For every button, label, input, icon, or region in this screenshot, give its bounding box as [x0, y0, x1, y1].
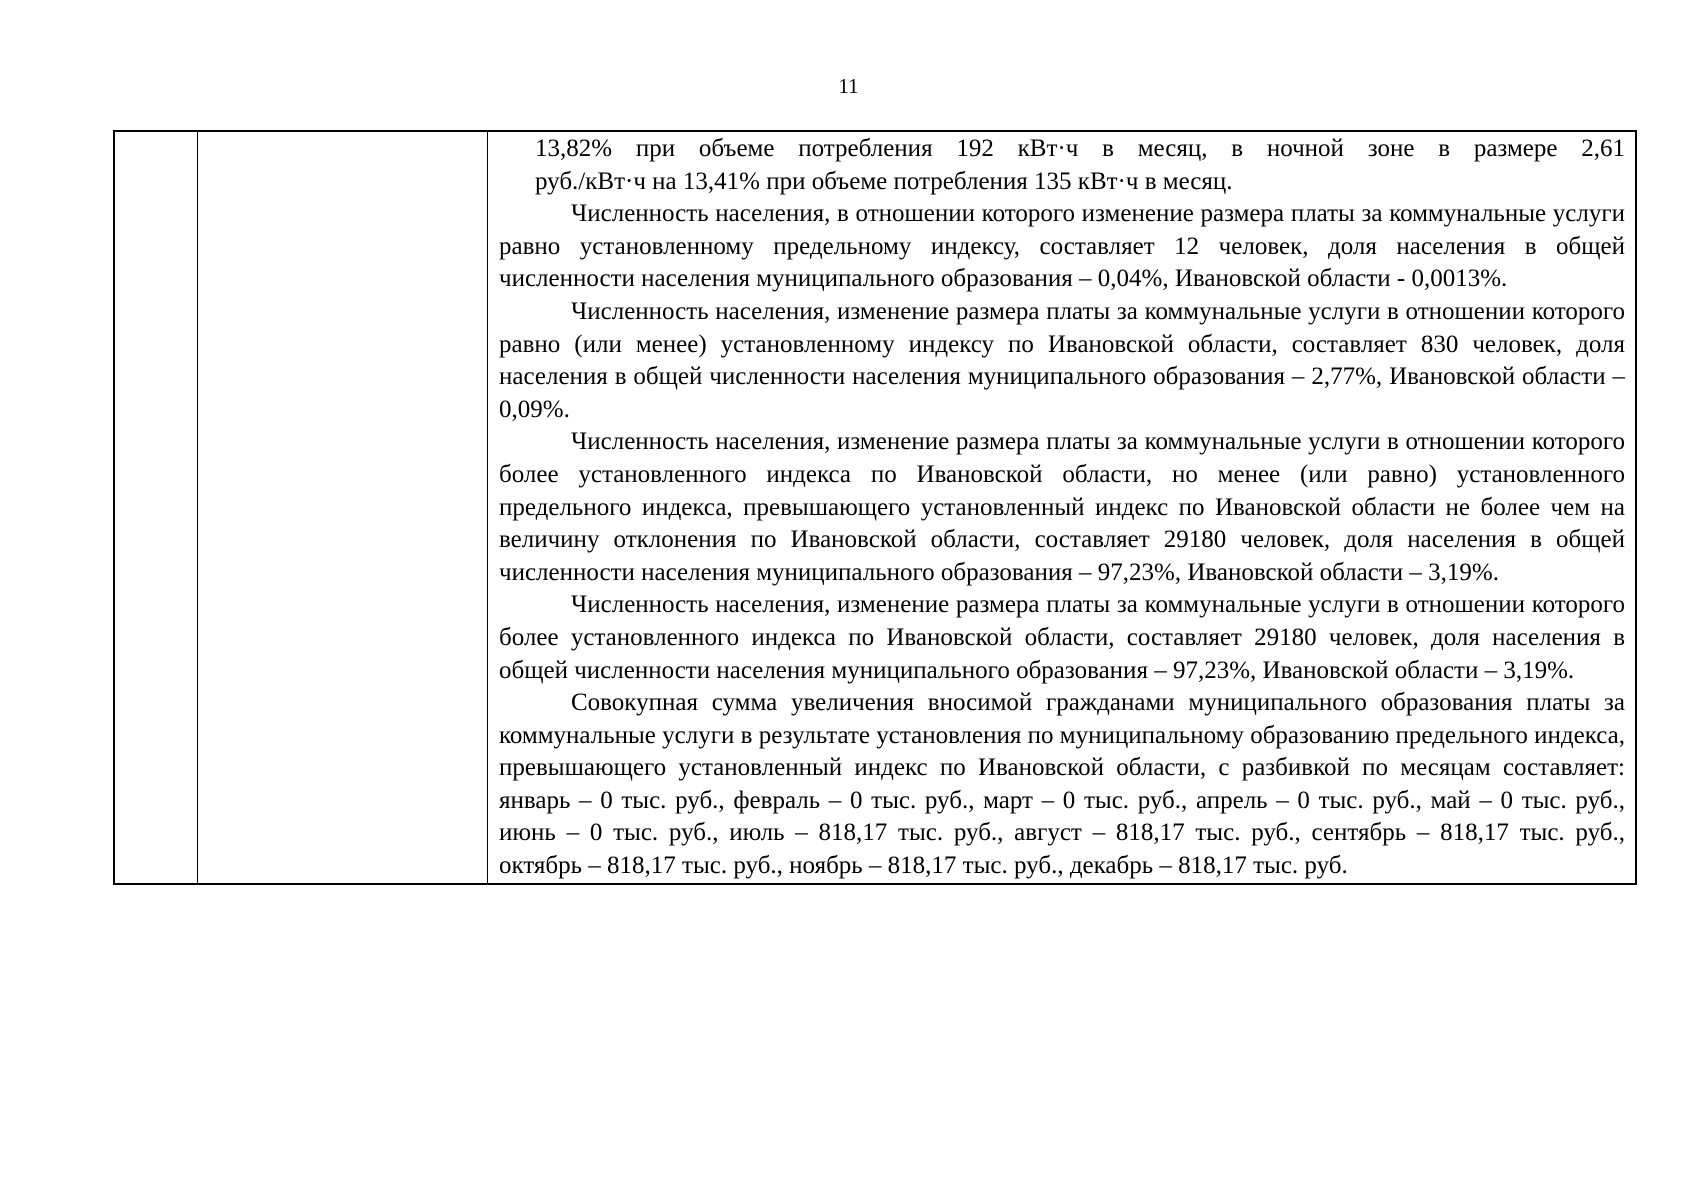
continued-paragraph-line-1: 13,82% при объеме потребления 192 кВт·ч в месяц, в ночной зоне в размере 2,61: [535, 135, 1625, 162]
table-cell-number: [115, 132, 198, 883]
table-cell-description: [488, 132, 1635, 883]
page-number: 11: [838, 74, 859, 98]
table-cell-indicator: [198, 132, 488, 883]
paragraph-total-payment-increase: Совокупная сумма увеличения вносимой гражданами муниципального образования платы за коммунальные услуги в результате установления по муниципальному образованию предельного индекса, превышающего установленный индекс по Ивановской области, с разбивкой по месяцам составляет: январь – 0 тыс. руб., февраль – 0 тыс. руб., март – 0 тыс. руб., апрель – 0 тыс. руб., май – 0 тыс. руб., июнь – 0 тыс. руб., июль – 818,17 тыс. руб., август – 818,17 тыс. руб., сентябрь – 818,17 тыс. руб., октябрь – 818,17 тыс. руб., ноябрь – 818,17 тыс. руб., декабрь – 818,17 тыс. руб.: [499, 689, 1625, 880]
paragraph-population-above-index: Численность населения, изменение размера платы за коммунальные услуги в отношении которого более установленного индекса по Ивановской области, составляет 29180 человек, доля населения в общей численности населения муниципального образования – 97,23%, Ивановской области – 3,19%.: [499, 591, 1625, 684]
paragraph-population-equal-limit-index: Численность населения, в отношении которого изменение размера платы за коммунальные услуги равно установленному предельному индексу, составляет 12 человек, доля населения в общей численности населения муниципального образования – 0,04%, Ивановской области - 0,0013%.: [499, 200, 1625, 293]
document-table: [113, 130, 1637, 885]
paragraph-population-equal-or-below-index: Численность населения, изменение размера платы за коммунальные услуги в отношении которого равно (или менее) установленному индексу по Ивановской области, составляет 830 человек, доля населения в общей численности населения муниципального образования – 2,77%, Ивановской области – 0,09%.: [499, 297, 1625, 423]
paragraph-population-between-indexes: Численность населения, изменение размера платы за коммунальные услуги в отношении которого более установленного индекса по Ивановской области, но менее (или равно) установленного предельного индекса, превышающего установленный индекс по Ивановской области не более чем на величину отклонения по Ивановской области, составляет 29180 человек, доля населения в общей численности населения муниципального образования – 97,23%, Ивановской области – 3,19%.: [499, 428, 1625, 586]
continued-paragraph: [499, 133, 1625, 198]
continued-paragraph-line-2: руб./кВт·ч на 13,41% при объеме потребления 135 кВт·ч в месяц.: [535, 167, 1233, 195]
